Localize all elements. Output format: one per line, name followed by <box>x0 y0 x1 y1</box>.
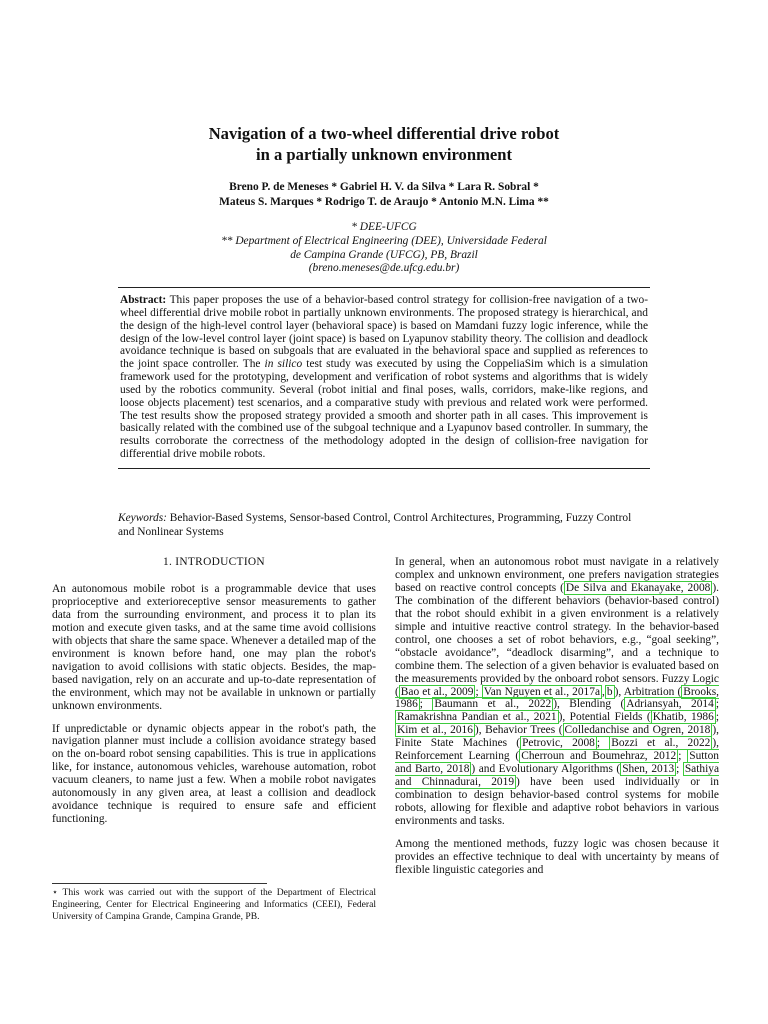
affiliation-line-2: ** Department of Electrical Engineering (DEE), Universidade Federal <box>221 234 547 247</box>
keywords-text: Behavior-Based Systems, Sensor-based Control, Control Architectures, Programming, Fuzzy Control and Nonlinear Systems <box>118 512 632 538</box>
text-run: ; <box>678 750 688 763</box>
citation-link[interactable]: Brooks, 1986 <box>395 685 720 711</box>
citation-link[interactable]: Van Nguyen et al., 2017a <box>483 685 601 698</box>
affiliation-block <box>0 221 768 276</box>
citation-link[interactable]: Adriansyah, 2014 <box>626 698 714 711</box>
text-run: ), Arbitration ( <box>614 685 682 698</box>
left-column <box>52 583 376 826</box>
abstract-paragraph <box>120 294 648 461</box>
abstract-text-b: test study was executed by using the CoppeliaSim which is a simulation framework used for the prototyping, development and verification of robot systems and algorithms that is widely used by the robotics community. Several (robot initial and final poses, walls, corridors, make-like regions, and loose objects placement) test scenarios, and a comparative study with previous and related work were performed. The test results show the proposed strategy provided a smooth and shorter path in all cases. This improvement is basically related with the combined use of the subgoal technique and a Lyapunov based controller. In summary, the results corroborate the correctness of the methodology adopted in the design of collision-free navigation for differential drive mobile robots. <box>120 358 648 461</box>
citation-link[interactable]: Cherroun and Boumehraz, 2012 <box>521 750 677 763</box>
citation-link[interactable]: Bozzi et al., 2022 <box>611 737 711 750</box>
text-run: ; <box>715 711 719 724</box>
citation-link[interactable]: Bao et al., 2009 <box>400 685 474 698</box>
citation-link[interactable]: Khatib, 1986 <box>652 711 714 724</box>
authors-line-2: Mateus S. Marques * Rodrigo T. de Araujo * Antonio M.N. Lima ** <box>219 196 549 208</box>
footnote-mark: ⋆ <box>52 887 59 898</box>
title-line-1: Navigation of a two-wheel differential drive robot <box>208 124 560 143</box>
authors-line-1: Breno P. de Meneses * Gabriel H. V. da Silva * Lara R. Sobral * <box>229 181 539 193</box>
text-run: ; <box>715 698 719 711</box>
affiliation-line-3: de Campina Grande (UFCG), PB, Brazil <box>290 248 478 261</box>
text-run: In general, when an autonomous robot must navigate in a relatively complex and unknown environment, one prefers navigation strategies based on reactive control concepts ( <box>395 556 719 594</box>
keywords-label: Keywords: <box>118 512 167 524</box>
text-run: ), Potential Fields ( <box>558 711 651 724</box>
paper-title <box>0 123 768 165</box>
citation-link[interactable]: Kim et al., 2016 <box>397 724 473 737</box>
text-run: ), Blending ( <box>553 698 625 711</box>
text-run: ; <box>676 763 683 776</box>
footnote <box>52 887 376 923</box>
citation-link[interactable]: Sathiya and Chinnadurai, 2019 <box>395 763 719 789</box>
section-heading-introduction: 1. INTRODUCTION <box>163 556 265 568</box>
citation-link[interactable]: b <box>606 685 613 698</box>
text-run: ; <box>475 685 482 698</box>
text-run: ). The combination of the different behaviors (behavior-based control) that the robot should exhibit in a given environment is a relatively simple and intuitive reactive control strategy. In the behavior-based control, one chooses a set of robot behaviors, e.g., “goal seeking”, “obstacle avoidance”, “deadlock disarming”, and a technique to combine them. The selection of a given behavior is evaluated based on the measurements provided by the onboard robot sensors. Fuzzy Logic ( <box>395 581 719 698</box>
footnote-text: This work was carried out with the support of the Department of Electrical Engineering, Center for Electrical Engineering and Informatics (CEEI), Federal University of Campina Grande, Campina Grande, PB. <box>52 887 376 922</box>
abstract-label: Abstract: <box>120 294 167 306</box>
text-run: ; <box>596 737 610 750</box>
text-run: ), Reinforcement Learning ( <box>395 737 719 763</box>
citation-link[interactable]: Petrovic, 2008 <box>522 737 595 750</box>
citation-link[interactable]: Colledanchise and Ogren, 2018 <box>564 724 711 737</box>
right-paragraph-2: Among the mentioned methods, fuzzy logic was chosen because it provides an effective technique to deal with uncertainty by means of flexible linguistic categories and <box>395 838 719 876</box>
abstract-box <box>118 287 650 469</box>
footnote-rule <box>52 883 267 884</box>
abstract-text-a: This paper proposes the use of a behavior-based control strategy for collision-free navigation of a two-wheel differential drive mobile robot in partially unknown environments. The proposed strategy is hierarchical, and the design of the high-level control layer (behavioral space) is based on Mamdani fuzzy logic inference, while the design of the low-level control layer (joint space) is based on Lyapunov stability theory. The collision and deadlock avoidance technique is based on subgoals that are evaluated in the behavioral space and supplied as references to the joint space controller. The <box>120 294 648 371</box>
citation-link[interactable]: Sutton and Barto, 2018 <box>395 750 719 776</box>
text-run: ), Behavior Trees ( <box>474 724 563 737</box>
intro-paragraph-2: If unpredictable or dynamic objects appear in the robot's path, the navigation planner must include a collision avoidance strategy based on the on-board robot sensing capabilities. This is true in applications like, for instance, autonomous vehicles, warehouse automation, robot vacuum cleaners, to name just a few. When a mobile robot navigates autonomously in any given area, at least a collision and deadlock avoidance technique is required to ensure safe and efficient functioning. <box>52 722 376 826</box>
right-column <box>395 556 719 877</box>
text-run: ) and Evolutionary Algorithms ( <box>471 763 621 776</box>
text-run: , <box>602 685 605 698</box>
citation-link[interactable]: De Silva and Ekanayake, 2008 <box>565 581 711 594</box>
author-list <box>0 180 768 210</box>
affiliation-line-1: * DEE-UFCG <box>351 221 417 233</box>
keywords <box>118 511 650 539</box>
text-run: ; <box>419 698 433 711</box>
text-run: ), Finite State Machines ( <box>395 724 719 750</box>
intro-paragraph-1: An autonomous mobile robot is a programmable device that uses proprioceptive and exterioreceptive sensor measurements to gather data from the surrounding environment, and process it to plan its motion and execute given tasks, and at the same time avoid collisions with objects that share the same space. Whenever a detailed map of the environment is known before hand, one may plan the robot's navigation to avoid collisions with static objects. Besides, the map-based navigation, rely on an accurate and up-to-date representation of the environment, which may not be available in unknown or partially unknown environments. <box>52 583 376 712</box>
affiliation-line-4: (breno.meneses@de.ufcg.edu.br) <box>308 262 460 275</box>
right-paragraph-1 <box>395 556 719 828</box>
title-line-2: in a partially unknown environment <box>255 145 513 164</box>
citation-link[interactable]: Ramakrishna Pandian et al., 2021 <box>397 711 557 724</box>
citation-link[interactable]: Baumann et al., 2022 <box>434 698 552 711</box>
citation-link[interactable]: Shen, 2013 <box>622 763 675 776</box>
text-run: ) have been used individually or in combination to design behavior-based control systems for mobile robots, allowing for flexible and adaptive robot behaviors in various environments and tasks. <box>395 776 719 828</box>
abstract-text-italic: in silico <box>264 358 303 371</box>
